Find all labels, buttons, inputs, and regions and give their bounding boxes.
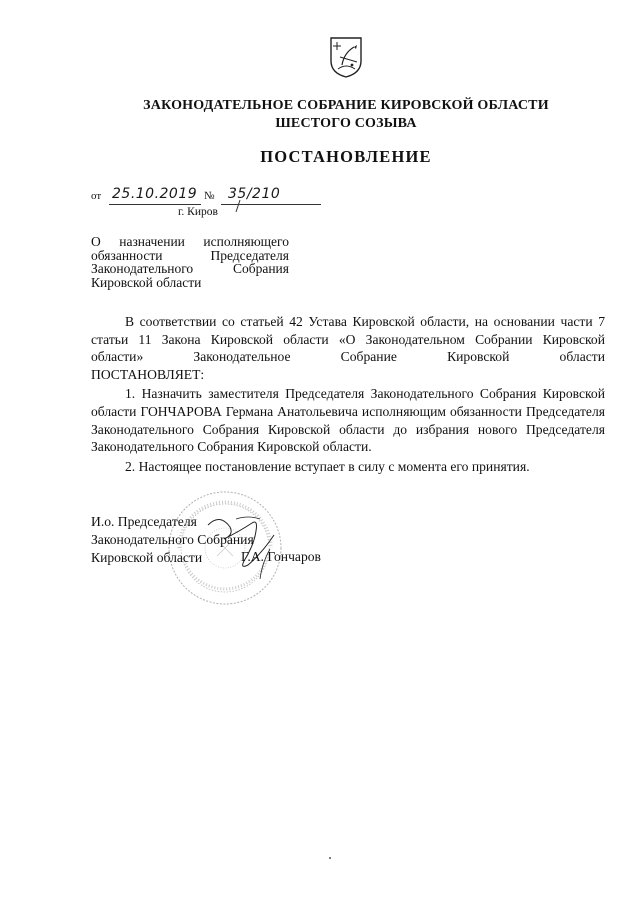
signatory-organization: Законодательного Собрания: [91, 532, 254, 547]
decree-word: ПОСТАНОВЛЯЕТ:: [91, 366, 205, 382]
date-label: от: [91, 190, 102, 202]
subject-line: О назначении исполняющего: [91, 234, 289, 249]
organization-name: ЗАКОНОДАТЕЛЬНОЕ СОБРАНИЕ КИРОВСКОЙ ОБЛАСТИ: [143, 98, 549, 113]
decree-item-2: 2. Настоящее постановление вступает в силу с момента его принятия.: [125, 458, 530, 474]
number-label: №: [204, 190, 215, 202]
number-value: 35/210: [228, 186, 281, 202]
subject-line: Кировской области: [91, 274, 202, 290]
page-speck: [329, 857, 331, 859]
signatory-name: Г.А. Гончаров: [241, 549, 321, 564]
kirov-coat-of-arms-icon: [328, 35, 364, 79]
organization-title: [60, 97, 632, 133]
registration-line: [91, 186, 331, 208]
signatory-position: И.о. Председателя: [91, 514, 197, 529]
city: г. Киров: [178, 206, 218, 218]
tick-mark: [235, 199, 241, 213]
preamble-paragraph: В соответствии со статьей 42 Устава Кировской области, на основании части 7 статьи 11 Закона Кировской области «О Законодательном Собрании Кировской области» Законодательное Собрание Кировской области: [91, 314, 605, 365]
date-underline: [109, 204, 201, 205]
date-value: 25.10.2019: [112, 186, 198, 202]
signatory-region: Кировской области: [91, 550, 203, 565]
decree-item-1: 1. Назначить заместителя Председателя Законодательного Собрания Кировской области ГОНЧАРОВА Германа Анатольевича исполняющим обязанности Председателя Законодательного Собрания Кировской области до избрания нового Председателя Законодательного Собрания Кировской области.: [91, 386, 605, 455]
subject-line: обязанности Председателя: [91, 247, 289, 263]
document-subject: [91, 235, 289, 289]
subject-line: Законодательного Собрания: [91, 261, 289, 276]
convocation: ШЕСТОГО СОЗЫВА: [275, 116, 417, 131]
signatory-block: [91, 513, 254, 567]
document-body: [91, 313, 605, 475]
document-type: ПОСТАНОВЛЕНИЕ: [260, 147, 432, 166]
